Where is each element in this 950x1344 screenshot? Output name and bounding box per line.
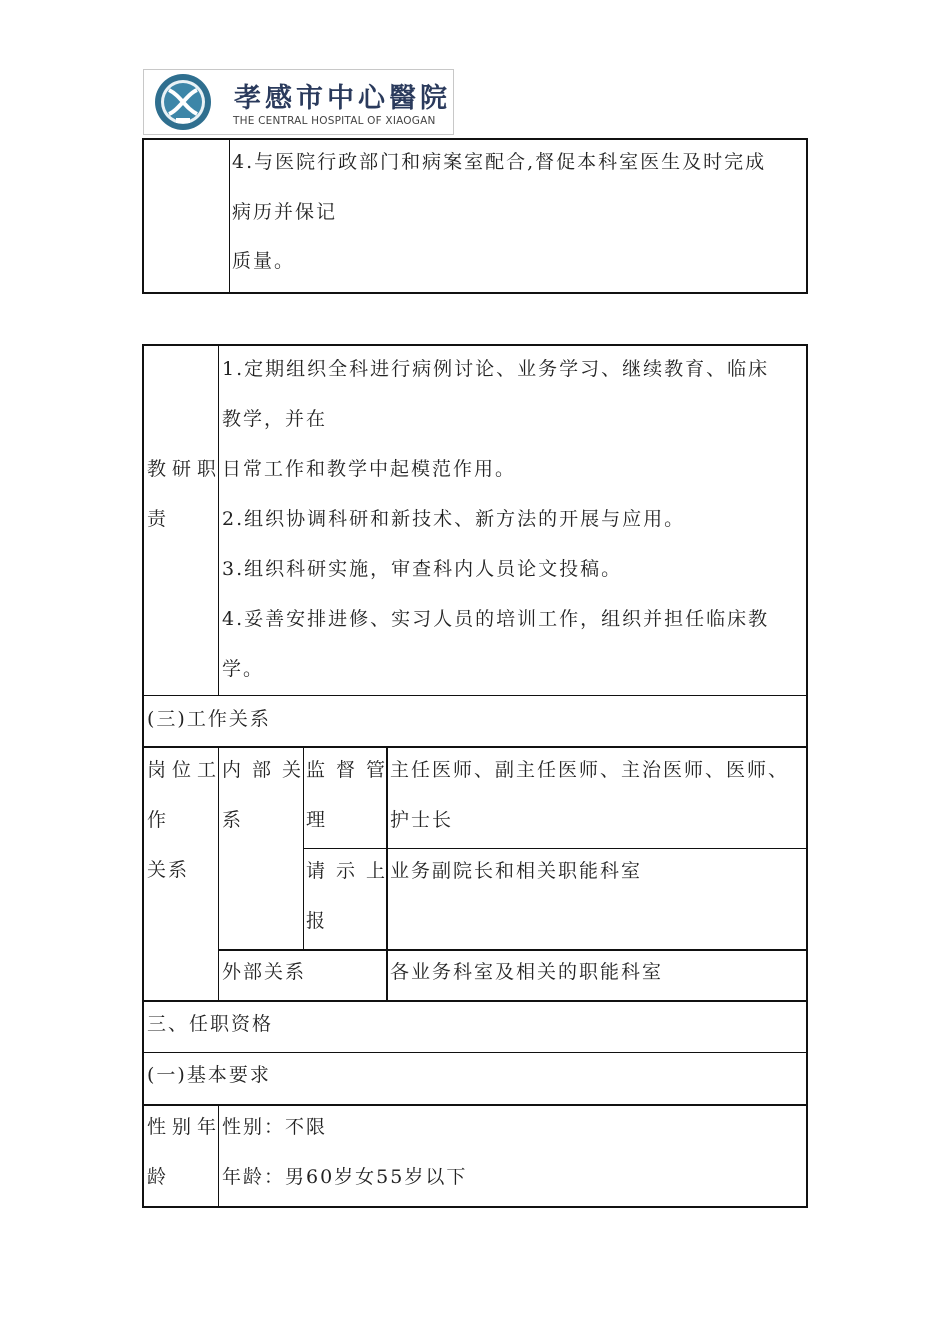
basic-requirements-title: (一)基本要求 bbox=[147, 1064, 271, 1086]
hospital-emblem-icon bbox=[147, 72, 219, 132]
teaching-line-5: 3.组织科研实施，审查科内人员论文投稿。 bbox=[222, 558, 623, 580]
qualifications-title: 三、任职资格 bbox=[147, 1013, 274, 1035]
teaching-line-6: 4.妥善安排进修、实习人员的培训工作，组织并担任临床教 bbox=[222, 608, 770, 630]
age-value: 年龄：男60岁女55岁以下 bbox=[222, 1166, 468, 1188]
supervise-label-line2: 理 bbox=[306, 809, 328, 831]
gender-age-label-line2: 龄 bbox=[147, 1166, 169, 1188]
external-relation-label: 外部关系 bbox=[222, 961, 307, 983]
logo-name-en: THE CENTRAL HOSPITAL OF XIAOGAN bbox=[233, 115, 436, 127]
teaching-line-4: 2.组织协调科研和新技术、新方法的开展与应用。 bbox=[222, 508, 686, 530]
teaching-line-7: 学。 bbox=[222, 658, 265, 680]
report-label-line1: 请示上 bbox=[306, 860, 397, 882]
external-relation-value: 各业务科室及相关的职能科室 bbox=[390, 961, 664, 983]
teaching-label-line1: 教研职 bbox=[147, 458, 223, 480]
teaching-line-1: 1.定期组织全科进行病例讨论、业务学习、继续教育、临床 bbox=[222, 358, 770, 380]
gender-age-label-line1: 性别年 bbox=[147, 1116, 223, 1138]
post-relation-label-line1: 岗位工 bbox=[147, 759, 223, 781]
work-relations-title: (三)工作关系 bbox=[147, 708, 271, 730]
logo-name-cn: 孝感市中心醫院 bbox=[234, 83, 451, 114]
duty-line-3: 质量。 bbox=[232, 250, 296, 272]
duty-line-1: 4.与医院行政部门和病案室配合,督促本科室医生及时完成 bbox=[232, 151, 767, 173]
teaching-label-line2: 责 bbox=[147, 508, 169, 530]
internal-relation-line1: 内部关 bbox=[222, 759, 313, 781]
gender-value: 性别：不限 bbox=[222, 1116, 328, 1138]
supervise-value-line1: 主任医师、副主任医师、主治医师、医师、 bbox=[390, 759, 790, 781]
teaching-line-2: 教学，并在 bbox=[222, 408, 328, 430]
supervise-label-line1: 监督管 bbox=[306, 759, 397, 781]
report-label-line2: 报 bbox=[306, 910, 328, 932]
report-value: 业务副院长和相关职能科室 bbox=[390, 860, 643, 882]
post-relation-label-line3: 关系 bbox=[147, 859, 190, 881]
duty-line-2: 病历并保记 bbox=[232, 201, 338, 223]
teaching-line-3: 日常工作和教学中起模范作用。 bbox=[222, 458, 517, 480]
hospital-logo bbox=[143, 69, 454, 135]
supervise-value-line2: 护士长 bbox=[390, 809, 454, 831]
post-relation-label-line2: 作 bbox=[147, 809, 169, 831]
internal-relation-line2: 系 bbox=[222, 809, 244, 831]
